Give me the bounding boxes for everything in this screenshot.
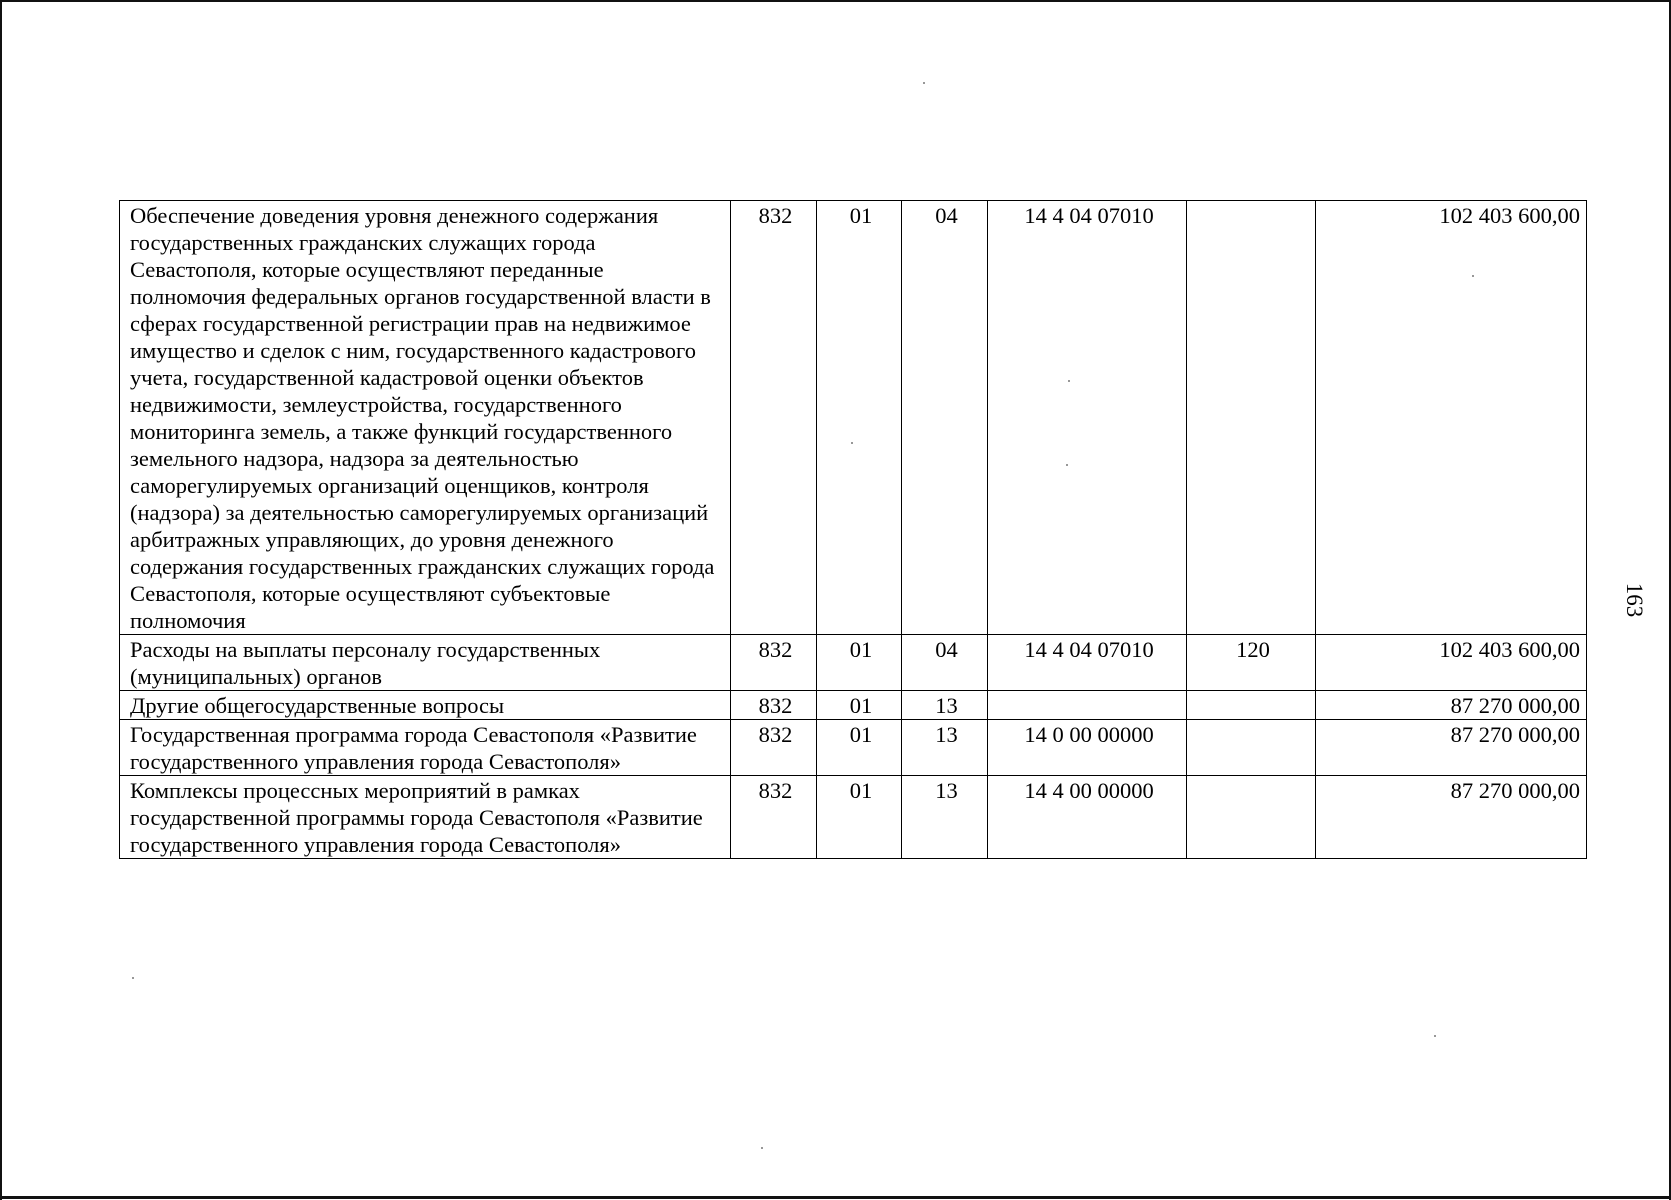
- scan-edge-top: [0, 0, 1671, 2]
- table-row: [120, 635, 1587, 691]
- expense-type-cell: [1187, 720, 1316, 776]
- target-article-cell: 14 4 04 07010: [988, 635, 1187, 691]
- subsection-cell: 04: [902, 201, 988, 635]
- section-cell: 01: [817, 720, 902, 776]
- scan-speck: [1434, 1035, 1436, 1037]
- expense-type-cell: [1187, 201, 1316, 635]
- table-row: [120, 776, 1587, 859]
- row-name-cell: Другие общегосударственные вопросы: [120, 691, 731, 720]
- page-number: 163: [1622, 582, 1647, 618]
- scan-edge-bottom: [0, 1196, 1671, 1199]
- row-name-cell: Комплексы процессных мероприятий в рамках государственной программы города Севастополя «Развитие государственного управления города Севастополя»: [120, 776, 731, 859]
- scan-edge-left: [0, 0, 2, 1200]
- subsection-cell: 13: [902, 691, 988, 720]
- target-article-cell: 14 0 00 00000: [988, 720, 1187, 776]
- expense-type-cell: [1187, 776, 1316, 859]
- ministry-code-cell: 832: [731, 720, 817, 776]
- expense-type-cell: 120: [1187, 635, 1316, 691]
- amount-cell: 102 403 600,00: [1316, 635, 1587, 691]
- subsection-cell: 13: [902, 720, 988, 776]
- budget-table: [119, 200, 1587, 859]
- ministry-code-cell: 832: [731, 776, 817, 859]
- ministry-code-cell: 832: [731, 201, 817, 635]
- scan-speck: [132, 977, 134, 979]
- subsection-cell: 04: [902, 635, 988, 691]
- ministry-code-cell: 832: [731, 635, 817, 691]
- table-row: [120, 691, 1587, 720]
- section-cell: 01: [817, 201, 902, 635]
- row-name-cell: Государственная программа города Севастополя «Развитие государственного управления города Севастополя»: [120, 720, 731, 776]
- row-name-cell: Расходы на выплаты персоналу государственных (муниципальных) органов: [120, 635, 731, 691]
- table-row: [120, 201, 1587, 635]
- scan-speck: [923, 82, 925, 84]
- row-name-cell: Обеспечение доведения уровня денежного содержания государственных гражданских служащих города Севастополя, которые осуществляют переданные полномочия федеральных органов государственной власти в сферах государственной регистрации прав на недвижимое имущество и сделок с ним, государственного кадастрового учета, государственной кадастровой оценки объектов недвижимости, землеустройства, государственного мониторинга земель, а также функций государственного земельного надзора, надзора за деятельностью саморегулируемых организаций оценщиков, контроля (надзора) за деятельностью саморегулируемых организаций арбитражных управляющих, до уровня денежного содержания государственных гражданских служащих города Севастополя, которые осуществляют субъектовые полномочия: [120, 201, 731, 635]
- scan-speck: [761, 1147, 763, 1149]
- ministry-code-cell: 832: [731, 691, 817, 720]
- table-row: [120, 720, 1587, 776]
- amount-cell: 87 270 000,00: [1316, 691, 1587, 720]
- amount-cell: 87 270 000,00: [1316, 776, 1587, 859]
- amount-cell: 102 403 600,00: [1316, 201, 1587, 635]
- section-cell: 01: [817, 635, 902, 691]
- target-article-cell: [988, 691, 1187, 720]
- section-cell: 01: [817, 691, 902, 720]
- target-article-cell: 14 4 04 07010: [988, 201, 1187, 635]
- expense-type-cell: [1187, 691, 1316, 720]
- subsection-cell: 13: [902, 776, 988, 859]
- section-cell: 01: [817, 776, 902, 859]
- target-article-cell: 14 4 00 00000: [988, 776, 1187, 859]
- amount-cell: 87 270 000,00: [1316, 720, 1587, 776]
